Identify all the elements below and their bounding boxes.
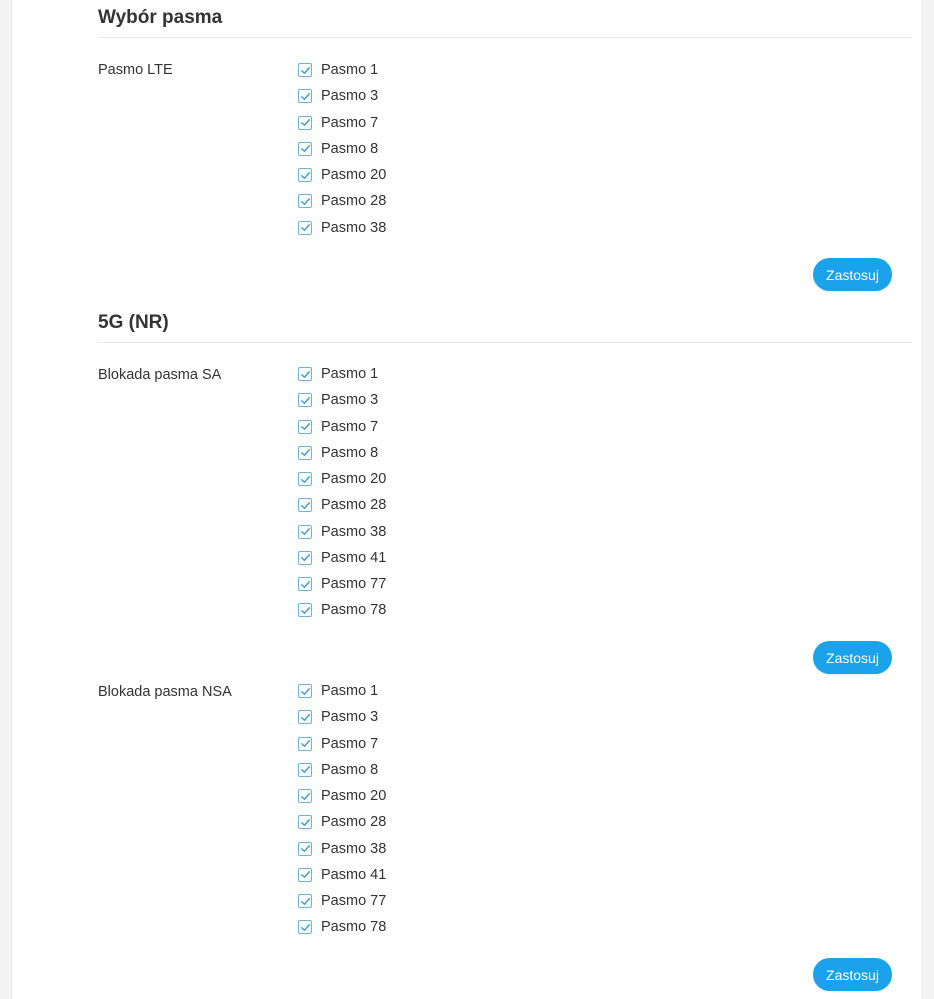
band-label: Pasmo 38 (321, 840, 387, 857)
nsa-band-list (298, 678, 386, 941)
band-label: Pasmo 38 (321, 219, 387, 236)
band-option[interactable] (298, 83, 386, 109)
band-label: Pasmo 78 (321, 602, 387, 619)
band-checkbox[interactable] (298, 393, 312, 407)
band-checkbox[interactable] (298, 89, 312, 103)
band-option[interactable] (298, 492, 386, 518)
band-label: Pasmo 41 (321, 866, 387, 883)
checkmark-icon (300, 922, 311, 933)
band-option[interactable] (298, 597, 386, 623)
checkmark-icon (300, 222, 311, 233)
checkmark-icon (300, 791, 311, 802)
checkmark-icon (300, 869, 311, 880)
band-label: Pasmo 20 (321, 167, 387, 184)
band-option[interactable] (298, 809, 386, 835)
checkmark-icon (300, 896, 311, 907)
band-checkbox[interactable] (298, 789, 312, 803)
band-option[interactable] (298, 914, 386, 940)
band-label: Pasmo 28 (321, 814, 387, 831)
band-checkbox[interactable] (298, 763, 312, 777)
band-checkbox[interactable] (298, 710, 312, 724)
band-checkbox[interactable] (298, 868, 312, 882)
band-checkbox[interactable] (298, 63, 312, 77)
checkmark-icon (300, 552, 311, 563)
band-option[interactable] (298, 110, 386, 136)
checkmark-icon (300, 369, 311, 380)
band-label: Pasmo 7 (321, 418, 379, 435)
band-option[interactable] (298, 545, 386, 571)
band-option[interactable] (298, 57, 386, 83)
band-checkbox[interactable] (298, 684, 312, 698)
band-label: Pasmo 7 (321, 735, 379, 752)
band-checkbox[interactable] (298, 472, 312, 486)
checkmark-icon (300, 196, 311, 207)
band-label: Pasmo 3 (321, 392, 379, 409)
checkmark-icon (300, 712, 311, 723)
checkmark-icon (300, 526, 311, 537)
band-checkbox[interactable] (298, 737, 312, 751)
checkmark-icon (300, 605, 311, 616)
band-option[interactable] (298, 783, 386, 809)
lte-apply-button[interactable]: Zastosuj (813, 258, 892, 291)
checkmark-icon (300, 117, 311, 128)
band-label: Pasmo 7 (321, 114, 379, 131)
band-label: Pasmo 1 (321, 62, 379, 79)
section-title-5g-nr: 5G (NR) (98, 312, 169, 333)
section-divider (98, 342, 912, 343)
band-option[interactable] (298, 678, 386, 704)
checkmark-icon (300, 65, 311, 76)
band-label: Pasmo 77 (321, 576, 387, 593)
band-label: Pasmo 38 (321, 523, 387, 540)
band-label: Pasmo 1 (321, 366, 379, 383)
lte-band-group-label: Pasmo LTE (98, 62, 173, 78)
band-checkbox[interactable] (298, 221, 312, 235)
band-option[interactable] (298, 215, 386, 241)
band-checkbox[interactable] (298, 446, 312, 460)
band-checkbox[interactable] (298, 577, 312, 591)
checkmark-icon (300, 170, 311, 181)
band-option[interactable] (298, 162, 386, 188)
checkmark-icon (300, 843, 311, 854)
band-option[interactable] (298, 440, 386, 466)
lte-band-list (298, 57, 386, 241)
band-label: Pasmo 8 (321, 140, 379, 157)
band-option[interactable] (298, 731, 386, 757)
band-checkbox[interactable] (298, 168, 312, 182)
band-label: Pasmo 20 (321, 788, 387, 805)
band-checkbox[interactable] (298, 367, 312, 381)
settings-panel (11, 0, 923, 999)
band-option[interactable] (298, 188, 386, 214)
sa-band-list (298, 361, 386, 624)
band-option[interactable] (298, 519, 386, 545)
checkmark-icon (300, 474, 311, 485)
band-checkbox[interactable] (298, 498, 312, 512)
checkmark-icon (300, 500, 311, 511)
band-checkbox[interactable] (298, 116, 312, 130)
band-option[interactable] (298, 414, 386, 440)
band-label: Pasmo 41 (321, 549, 387, 566)
band-checkbox[interactable] (298, 920, 312, 934)
checkmark-icon (300, 686, 311, 697)
band-label: Pasmo 8 (321, 761, 379, 778)
checkmark-icon (300, 395, 311, 406)
band-option[interactable] (298, 571, 386, 597)
band-label: Pasmo 20 (321, 471, 387, 488)
band-checkbox[interactable] (298, 420, 312, 434)
band-option[interactable] (298, 757, 386, 783)
band-label: Pasmo 8 (321, 444, 379, 461)
band-option[interactable] (298, 387, 386, 413)
checkmark-icon (300, 447, 311, 458)
band-option[interactable] (298, 136, 386, 162)
band-label: Pasmo 3 (321, 88, 379, 105)
band-checkbox[interactable] (298, 551, 312, 565)
checkmark-icon (300, 579, 311, 590)
band-checkbox[interactable] (298, 842, 312, 856)
band-option[interactable] (298, 466, 386, 492)
band-label: Pasmo 28 (321, 193, 387, 210)
section-divider (98, 37, 912, 38)
checkmark-icon (300, 143, 311, 154)
band-checkbox[interactable] (298, 603, 312, 617)
sa-apply-button[interactable]: Zastosuj (813, 641, 892, 674)
checkmark-icon (300, 91, 311, 102)
band-label: Pasmo 28 (321, 497, 387, 514)
band-option[interactable] (298, 836, 386, 862)
band-label: Pasmo 1 (321, 683, 379, 700)
nsa-apply-button[interactable]: Zastosuj (813, 958, 892, 991)
band-checkbox[interactable] (298, 142, 312, 156)
nsa-band-lock-label: Blokada pasma NSA (98, 684, 232, 700)
band-option[interactable] (298, 704, 386, 730)
band-option[interactable] (298, 888, 386, 914)
band-label: Pasmo 3 (321, 709, 379, 726)
band-option[interactable] (298, 361, 386, 387)
band-checkbox[interactable] (298, 525, 312, 539)
checkmark-icon (300, 817, 311, 828)
checkmark-icon (300, 421, 311, 432)
band-checkbox[interactable] (298, 194, 312, 208)
sa-band-lock-label: Blokada pasma SA (98, 367, 222, 383)
band-checkbox[interactable] (298, 894, 312, 908)
band-option[interactable] (298, 862, 386, 888)
section-title-band-selection: Wybór pasma (98, 7, 223, 28)
band-label: Pasmo 78 (321, 919, 387, 936)
band-checkbox[interactable] (298, 815, 312, 829)
checkmark-icon (300, 764, 311, 775)
band-label: Pasmo 77 (321, 893, 387, 910)
checkmark-icon (300, 738, 311, 749)
